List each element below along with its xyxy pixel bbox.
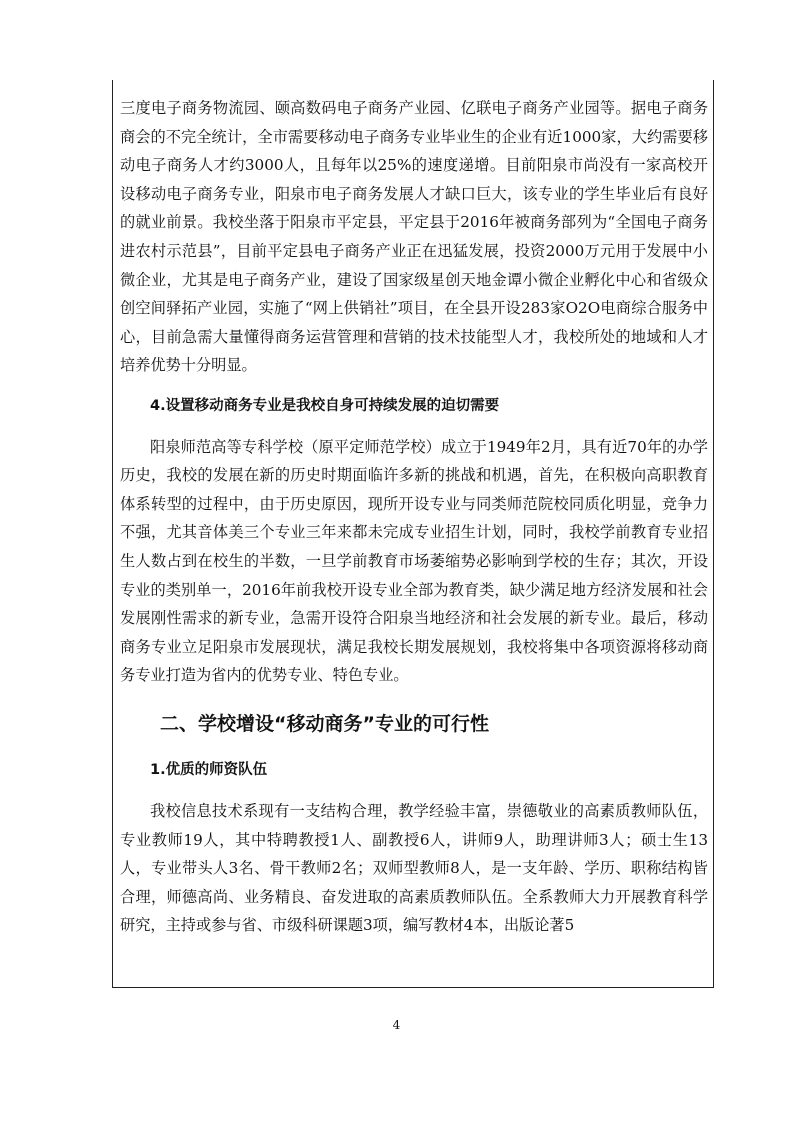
page-number: 4 bbox=[392, 1018, 401, 1032]
paragraph-faculty-team: 我校信息技术系现有一支结构合理，教学经验丰富，崇德敬业的高素质教师队伍，专业教师19人，其中特聘教授1人、副教授6人，讲师9人，助理讲师3人；硕士生13人，专业带头人3名、骨干教师2名；双师型教师8人，是一支年龄、学历、职称结构皆合理，师德高尚、业务精良、奋发进取的高素质教师队伍。全系教师大力开展教育科学研究，主持或参与省、市级科研课题3项，编写教材4本，出版论著5 bbox=[120, 802, 708, 935]
paragraph-ecommerce-demand: 三度电子商务物流园、颐高数码电子商务产业园、亿联电子商务产业园等。据电子商务商会的不完全统计，全市需要移动电子商务专业毕业生的企业有近1000家，大约需要移动电子商务人才约3000人，且每年以25%的速度递增。目前阳泉市尚没有一家高校开设移动电子商务专业，阳泉市电子商务发展人才缺口巨大，该专业的学生毕业后有良好的就业前景。我校坐落于阳泉市平定县，平定县于2016年被商务部列为“全国电子商务进农村示范县”，目前平定县电子商务产业正在迅猛发展，投资2000万元用于发展中小微企业，尤其是电子商务产业，建设了国家级星创天地金谭小微企业孵化中心和省级众创空间驿拓产业园，实施了“网上供销社”项目，在全县开设283家O2O电商综合服务中心，目前急需大量懂得商务运营管理和营销的技术技能型人才，我校所处的地域和人才培养优势十分明显。 bbox=[120, 99, 708, 375]
section-title-feasibility: 二、学校增设“移动商务”专业的可行性 bbox=[160, 712, 489, 735]
subheading-sustainable-development: 4.设置移动商务专业是我校自身可持续发展的迫切需要 bbox=[150, 397, 500, 414]
paragraph-school-history: 阳泉师范高等专科学校（原平定师范学校）成立于1949年2月，具有近70年的办学历史，我校的发展在新的历史时期面临许多新的挑战和机遇，首先，在积极向高职教育体系转型的过程中，由于历史原因，现所开设专业与同类师范院校同质化明显，竞争力不强，尤其音体美三个专业三年来都未完成专业招生计划，同时，我校学前教育专业招生人数占到在校生的半数，一旦学前教育市场萎缩势必影响到学校的生存；其次，开设专业的类别单一，2016年前我校开设专业全部为教育类，缺少满足地方经济发展和社会发展刚性需求的新专业，急需开设符合阳泉当地经济和社会发展的新专业。最后，移动商务专业立足阳泉市发展现状，满足我校长期发展规划，我校将集中各项资源将移动商务专业打造为省内的优势专业、特色专业。 bbox=[120, 437, 708, 685]
document-body bbox=[120, 94, 708, 940]
subheading-faculty: 1.优质的师资队伍 bbox=[150, 762, 268, 779]
